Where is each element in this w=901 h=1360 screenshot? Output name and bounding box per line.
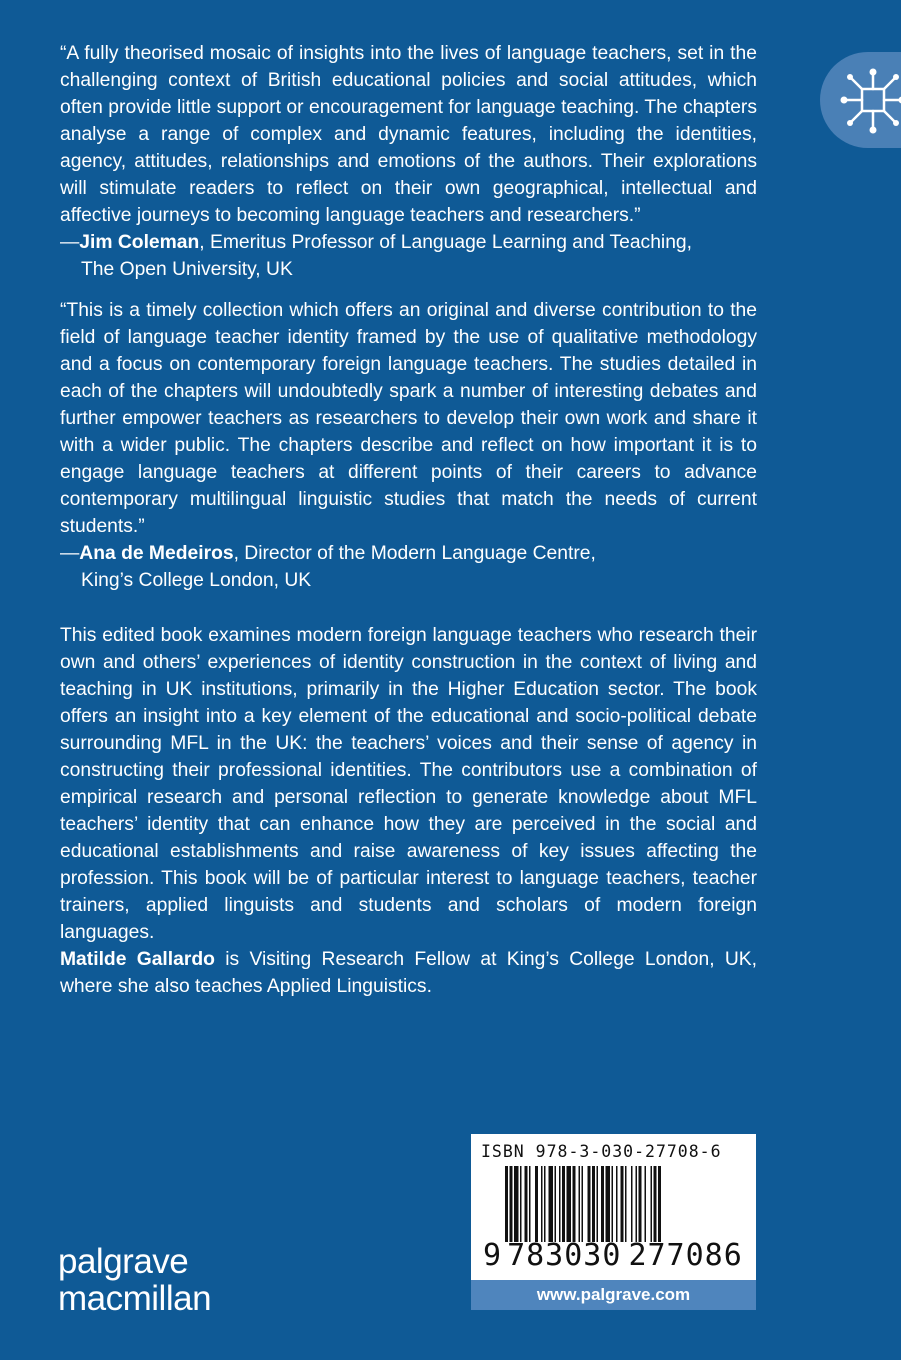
barcode-bar — [625, 1166, 627, 1242]
barcode-group-1: 783030 — [507, 1238, 622, 1273]
barcode-bar — [573, 1166, 576, 1242]
barcode-bar — [529, 1166, 531, 1242]
endorser-affiliation: King’s College London, UK — [81, 570, 312, 591]
quote-attribution — [60, 540, 757, 594]
endorser-role: , Emeritus Professor of Language Learning and Teaching, — [199, 232, 693, 253]
barcode-bar — [559, 1166, 561, 1242]
author-bio-text: is Visiting Research Fellow at King’s College London, UK, where she also teaches Applied Linguistics. — [60, 949, 757, 997]
isbn-label: ISBN 978-3-030-27708-6 — [481, 1142, 722, 1161]
barcode-bar — [592, 1166, 595, 1242]
publisher-url[interactable]: www.palgrave.com — [471, 1280, 756, 1310]
endorser-role: , Director of the Modern Language Centre, — [233, 543, 596, 564]
endorser-affiliation: The Open University, UK — [81, 259, 293, 280]
publisher-logo — [58, 1243, 211, 1317]
barcode-bar — [636, 1166, 638, 1242]
barcode-bar — [645, 1166, 647, 1242]
barcode-bar — [567, 1166, 572, 1242]
barcode-bar — [588, 1166, 591, 1242]
book-description — [60, 622, 757, 946]
quote-attribution — [60, 229, 757, 283]
barcode-bar — [616, 1166, 618, 1242]
barcode-bar — [658, 1166, 661, 1242]
logo-line-2: macmillan — [58, 1279, 212, 1318]
barcode-bar — [510, 1166, 513, 1242]
barcode-first-digit: 9 — [483, 1238, 502, 1273]
barcode-bar — [621, 1166, 624, 1242]
network-node-icon — [838, 68, 901, 134]
barcode-bar — [562, 1166, 565, 1242]
endorser-name: Jim Coleman — [79, 232, 200, 253]
author-bio — [60, 946, 757, 1000]
barcode-bar — [651, 1166, 653, 1242]
endorsement-quote-1 — [60, 40, 757, 283]
barcode-bar — [579, 1166, 581, 1242]
barcode-bar — [631, 1166, 633, 1242]
description-text: This edited book examines modern foreign language teachers who research their own and others’ experiences of identity construction in the context of living and teaching in UK institutions, primarily in the Higher Education sector. The book offers an insight into a key element of the educational and socio-political debate surrounding MFL in the UK: the teachers’ voices and their sense of agency in constructing their professional identities. The contributors use a combination of empirical research and personal reflection to generate knowledge about MFL teachers’ identity that can enhance how they are perceived in the social and educational establishments and raise awareness of key issues affecting the profession. This book will be of particular interest to language teachers, teacher trainers, applied linguists and students and scholars of modern foreign languages. — [60, 625, 757, 943]
endorsement-quote-2 — [60, 297, 757, 594]
barcode-bar — [525, 1166, 528, 1242]
barcode-bar — [514, 1166, 519, 1242]
barcode-bar — [582, 1166, 584, 1242]
barcode-bar — [535, 1166, 538, 1242]
attribution-dash: — — [60, 543, 80, 564]
barcode-group-2: 277086 — [628, 1238, 743, 1273]
author-name: Matilde Gallardo — [60, 949, 215, 970]
barcode-bar — [606, 1166, 611, 1242]
barcode-icon — [505, 1166, 727, 1242]
barcode-bar — [520, 1166, 522, 1242]
barcode-bar — [544, 1166, 546, 1242]
barcode-bar — [601, 1166, 604, 1242]
barcode-bar — [549, 1166, 554, 1242]
barcode-bar — [597, 1166, 599, 1242]
barcode-bar — [612, 1166, 614, 1242]
barcode-digits — [483, 1238, 743, 1273]
barcode-bar — [639, 1166, 642, 1242]
barcode-bar — [505, 1166, 508, 1242]
endorser-name: Ana de Medeiros — [79, 543, 234, 564]
attribution-dash: — — [60, 232, 80, 253]
quote-text: “This is a timely collection which offers an original and diverse contribution to the field of language teacher identity framed by the use of qualitative methodology and a focus on contemporary foreign language teachers. The studies detailed in each of the chapters will undoubtedly spark a number of interesting debates and further empower teachers as researchers to develop their own work and share it with a wider public. The chapters describe and reflect on how important it is to engage language teachers at different points of their careers to advance contemporary multilingual linguistic studies that match the needs of current students.” — [60, 300, 757, 537]
barcode-panel — [471, 1134, 756, 1310]
quote-text: “A fully theorised mosaic of insights into the lives of language teachers, set in the challenging context of British educational policies and social attitudes, which often provide little support or encouragement for language teaching. The chapters analyse a range of complex and dynamic features, including the identities, agency, attitudes, relationships and emotions of the authors. Their explorations will stimulate readers to reflect on their own geographical, intellectual and affective journeys to becoming language teachers and researchers.” — [60, 43, 757, 226]
series-badge — [820, 52, 901, 148]
barcode-bar — [654, 1166, 657, 1242]
logo-line-1: palgrave — [58, 1242, 189, 1281]
barcode-bar — [541, 1166, 543, 1242]
barcode-bar — [555, 1166, 557, 1242]
